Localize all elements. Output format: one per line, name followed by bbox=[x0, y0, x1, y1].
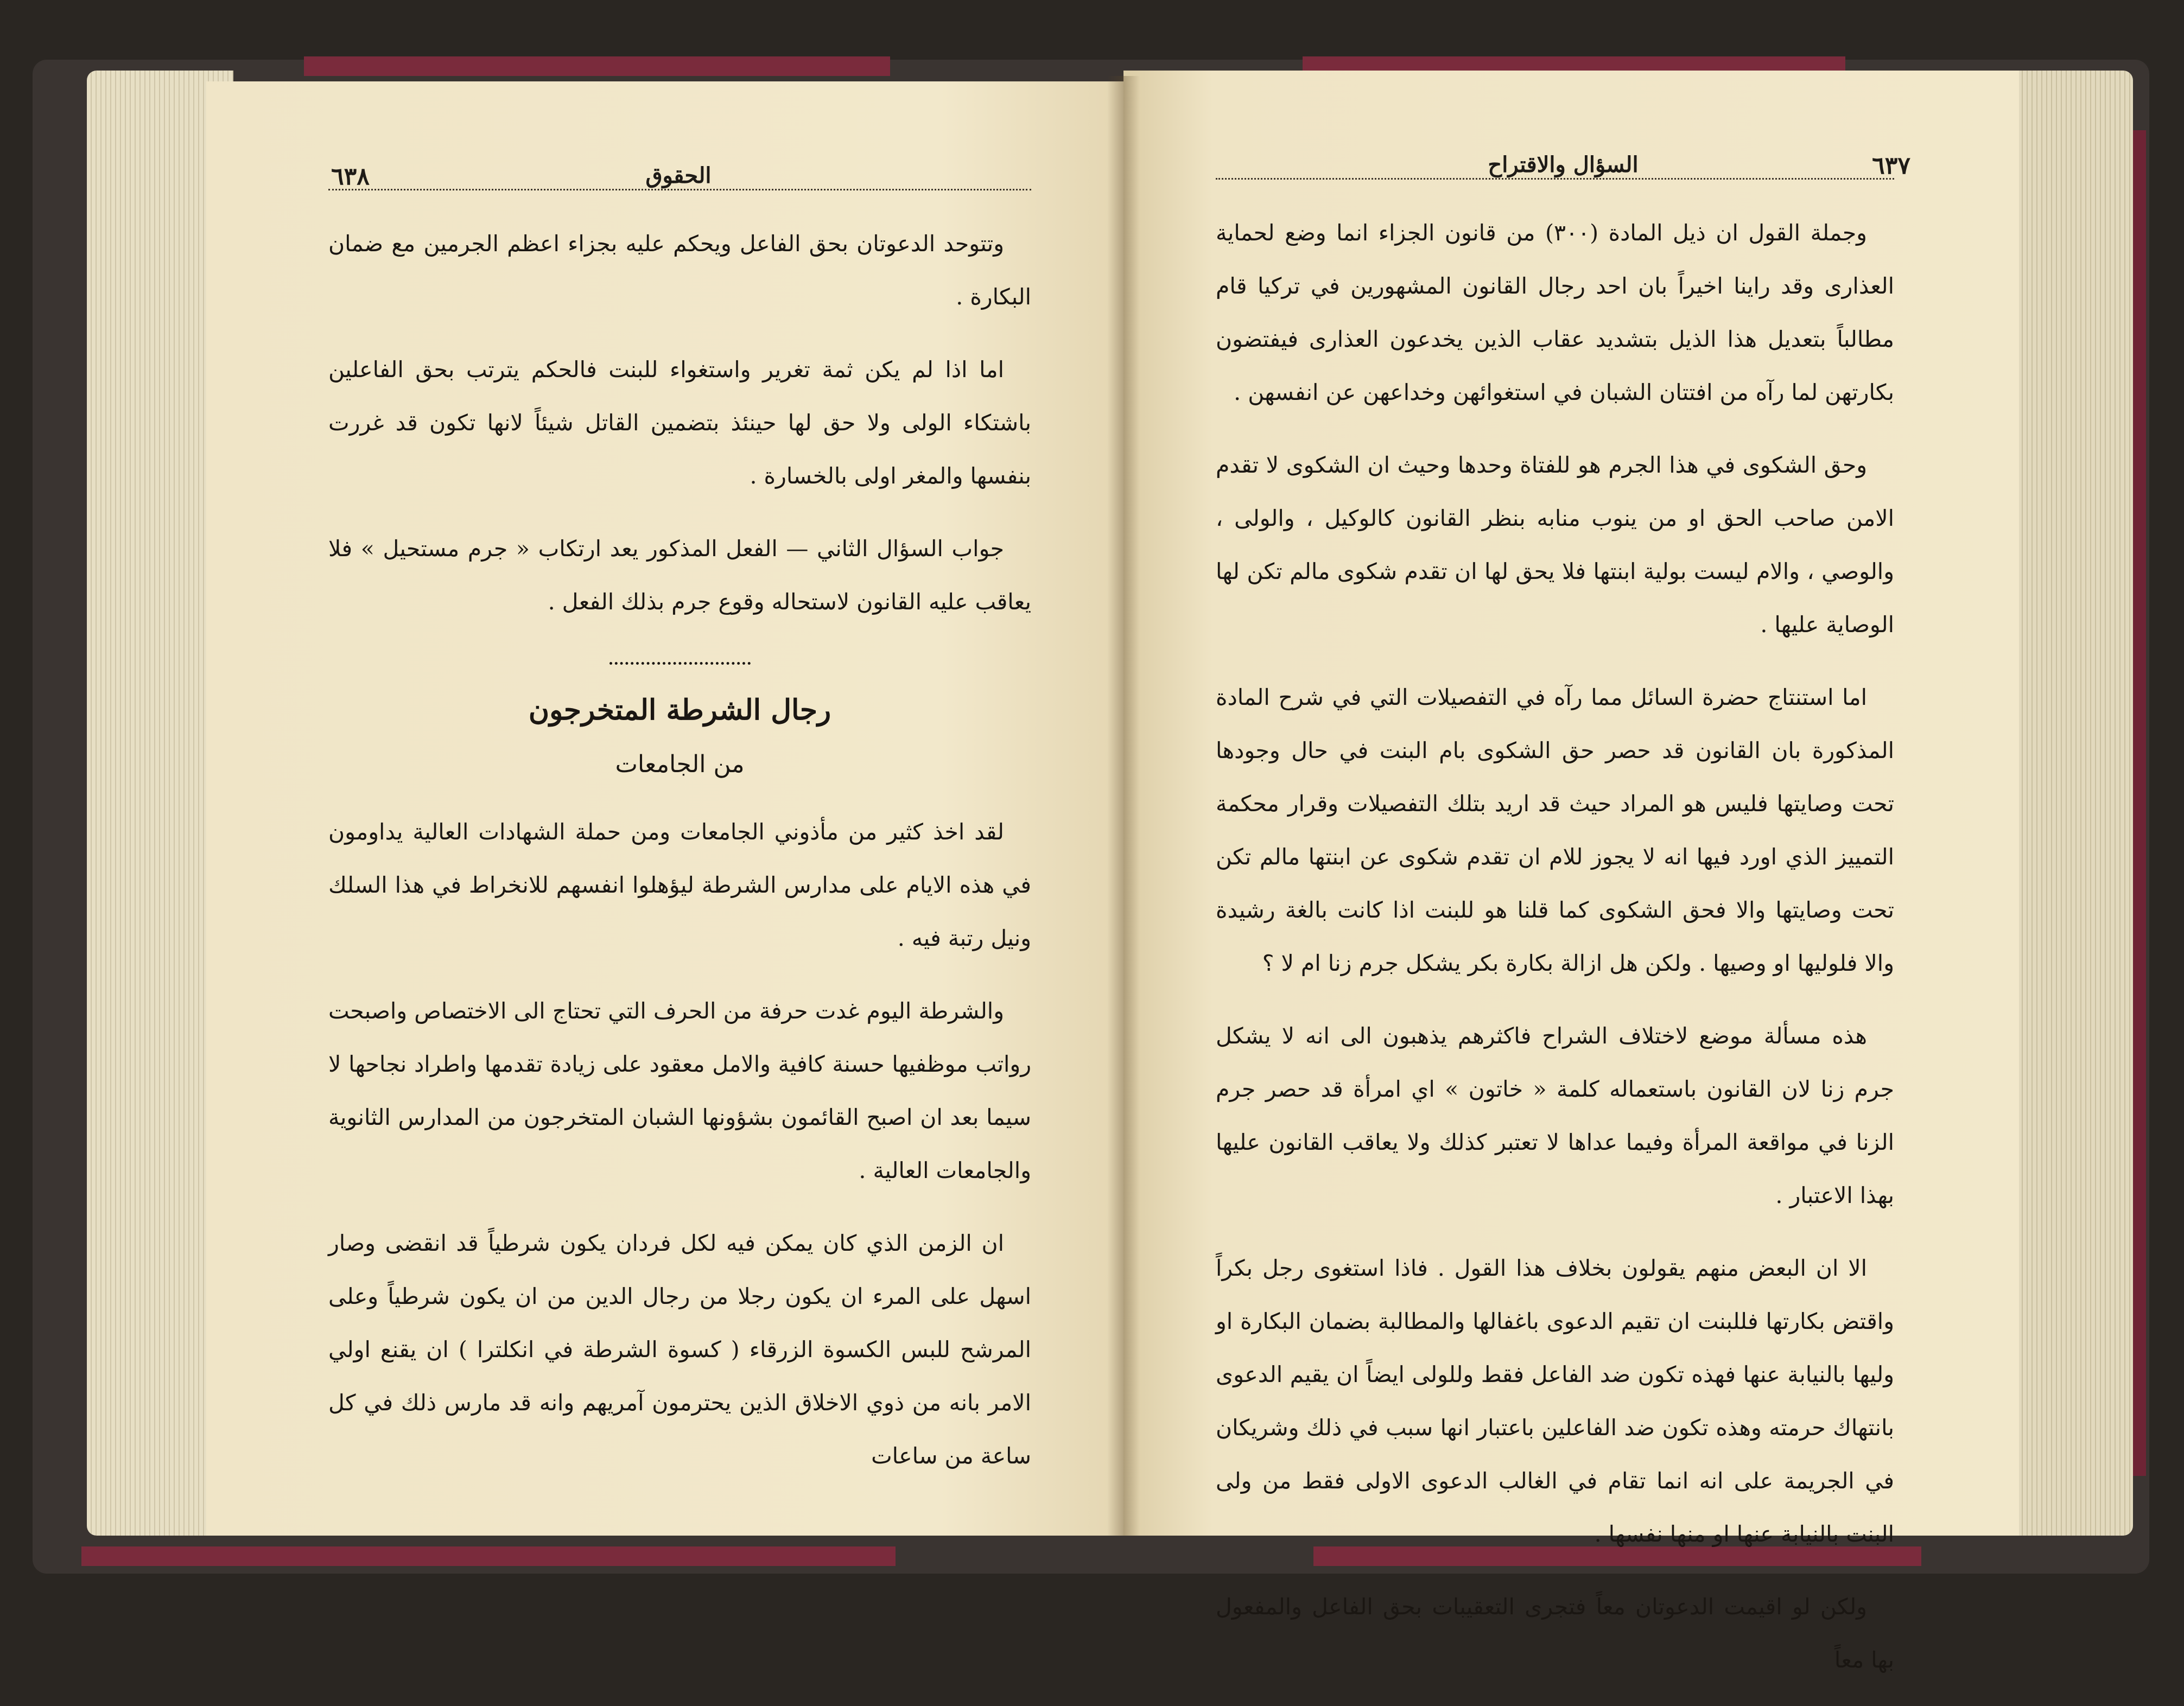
paragraph: اما استنتاج حضرة السائل مما رآه في التفصيلات التي في شرح المادة المذكورة بان القانون قد حصر حق الشكوى بام البنت في حال وجودها تحت وصايتها فليس هو المراد حيث قد اريد بتلك التفصيلات وقرار محكمة التمييز الذي اورد فيها انه لا يجوز للام ان تقدم شكوى عن ابنتها مالم تكن تحت وصايتها والا فحق الشكوى كما قلنا هو للبنت اذا كانت بالغة رشيدة والا فلوليها او وصيها . ولكن هل ازالة بكارة بكر يشكل جرم زنا ام لا ؟ bbox=[1216, 684, 1894, 976]
right-page-header bbox=[1216, 152, 1910, 201]
paragraph: والشرطة اليوم غدت حرفة من الحرف التي تحتاج الى الاختصاص واصبحت رواتب موظفيها حسنة كافية والامل معقود على زيادة تقدمها واطراد نجاحها لا سيما بعد ان اصبح القائمون بشؤونها الشبان المتخرجون من المدارس الثانوية والجامعات العالية . bbox=[328, 998, 1031, 1183]
right-page bbox=[1123, 71, 2019, 1673]
left-running-title: الحقوق bbox=[645, 163, 712, 188]
section-subtitle: من الجامعات bbox=[615, 750, 745, 778]
cover-binding-top-left bbox=[304, 56, 890, 76]
right-running-title: السؤال والاقتراح bbox=[1488, 152, 1639, 177]
book-gutter bbox=[1107, 76, 1140, 1536]
page-edges-right bbox=[2008, 71, 2133, 1536]
paragraph: لقد اخذ كثير من مأذوني الجامعات ومن حملة الشهادات العالية يداومون في هذه الايام على مدارس الشرطة ليؤهلوا انفسهم للانخراط في هذا السلك ونيل رتبة فيه . bbox=[328, 819, 1031, 951]
section-title: رجال الشرطة المتخرجون bbox=[528, 693, 831, 727]
left-page-header bbox=[331, 163, 1026, 212]
paragraph: الا ان البعض منهم يقولون بخلاف هذا القول . فاذا استغوى رجل بكراً واقتض بكارتها فللبنت ان تقيم الدعوى باغفالها والمطالبة بضمان البكارة او وليها بالنيابة عنها فهذه تكون ضد الفاعل فقط وللولى ايضاً ان يقيم الدعوى بانتهاك حرمته وهذه تكون ضد الفاعلين باعتبار انها سبب في ذلك وشريكان في الجريمة على انه انما تقام في الغالب الدعوى الاولى فقط من ولى البنت بالنيابة عنها او منها نفسها . bbox=[1216, 1255, 1894, 1547]
paragraph: وحق الشكوى في هذا الجرم هو للفتاة وحدها وحيث ان الشكوى لا تقدم الامن صاحب الحق او من ينوب منابه بنظر القانون كالوكيل ، والولى ، والوصي ، والام ليست بولية ابنتها فلا يحق لها ان تقدم شكوى مالم تكن لها الوصاية عليها . bbox=[1216, 452, 1894, 638]
left-page-body bbox=[328, 217, 1031, 1502]
right-header-rule bbox=[1216, 178, 1894, 180]
cover-binding-bottom-left bbox=[81, 1546, 896, 1566]
paragraph: وتتوحد الدعوتان بحق الفاعل ويحكم عليه بجزاء اعظم الجرمين مع ضمان البكارة . bbox=[328, 231, 1031, 310]
paragraph: ولكن لو اقيمت الدعوتان معاً فتجرى التعقيبات بحق الفاعل والمفعول بها معاً bbox=[1216, 1594, 1894, 1673]
right-page-number: ٦٣٧ bbox=[1872, 152, 1910, 180]
paragraph: جواب السؤال الثاني — الفعل المذكور يعد ارتكاب « جرم مستحيل » فلا يعاقب عليه القانون لاستحاله وقوع جرم بذلك الفعل . bbox=[328, 536, 1031, 615]
section-separator bbox=[328, 648, 1031, 680]
left-header-rule bbox=[328, 189, 1031, 190]
left-page-number: ٦٣٨ bbox=[331, 163, 370, 190]
paragraph: وجملة القول ان ذيل المادة (٣٠٠) من قانون الجزاء انما وضع لحماية العذارى وقد راينا اخيراً بان احد رجال القانون المشهورين في تركيا قام مطالباً بتعديل هذا الذيل بتشديد عقاب الذين يخدعون العذارى فيفتضون بكارتهن لما رآه من افتتان الشبان في استغوائهن وخداعهن عن انفسهن . bbox=[1216, 220, 1894, 405]
right-page-body bbox=[1216, 206, 1894, 1706]
paragraph: اما اذا لم يكن ثمة تغرير واستغواء للبنت فالحكم يترتب بحق الفاعلين باشتكاء الولى ولا حق لها حينئذ بتضمين القاتل شيئاً لانها تكون قد غررت بنفسها والمغر اولى بالخسارة . bbox=[328, 357, 1031, 489]
paragraph: ان الزمن الذي كان يمكن فيه لكل فردان يكون شرطياً قد انقضى وصار اسهل على المرء ان يكون رجلا من رجال الدين من ان يكون شرطياً وعلى المرشح للبس الكسوة الزرقاء ( كسوة الشرطة في انكلترا ) ان يقنع اولي الامر بانه من ذوي الاخلاق الذين يحترمون آمريهم وانه قد مارس ذلك في كل ساعة من ساعات bbox=[328, 1230, 1031, 1469]
left-page bbox=[206, 81, 1123, 1536]
paragraph: هذه مسألة موضع لاختلاف الشراح فاكثرهم يذهبون الى انه لا يشكل جرم زنا لان القانون باستعماله كلمة « خاتون » اي امرأة قد حصر جرم الزنا في مواقعة المرأة وفيما عداها لا تعتبر كذلك ولا يعاقب القانون عليها بهذا الاعتبار . bbox=[1216, 1023, 1894, 1208]
